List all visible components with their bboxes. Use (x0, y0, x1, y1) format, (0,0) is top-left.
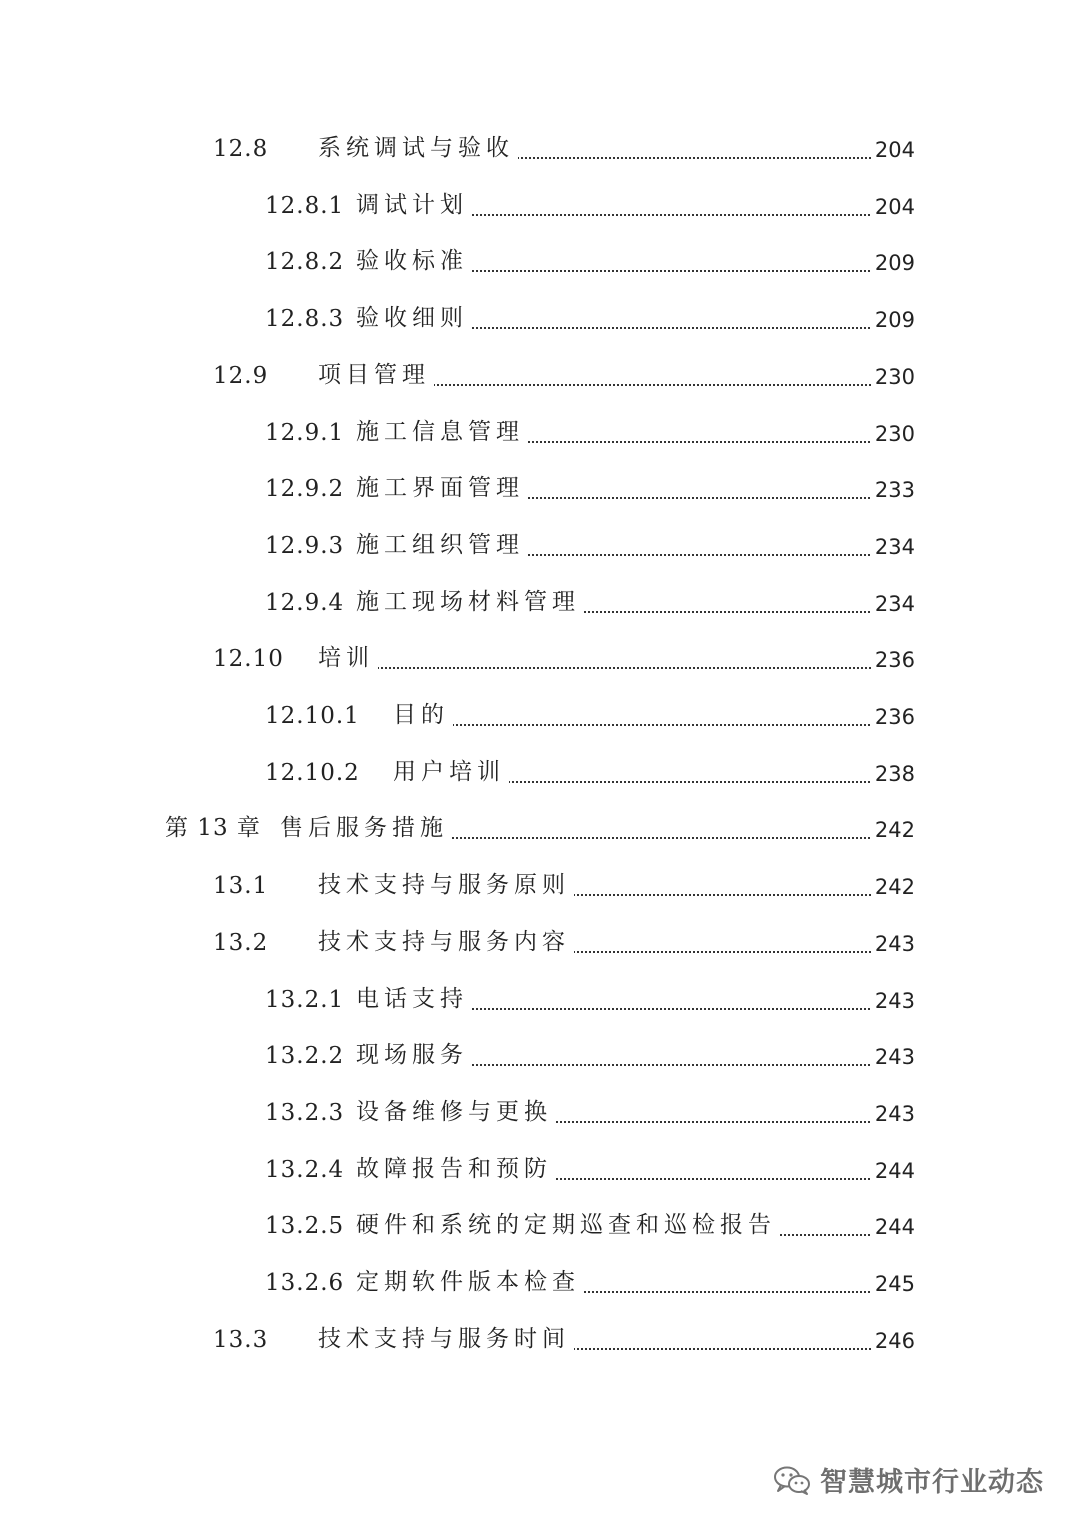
toc-entry-page-number: 230 (871, 365, 915, 389)
toc-entry[interactable] (0, 525, 1080, 565)
toc-entry[interactable] (0, 865, 1080, 905)
toc-entry[interactable] (0, 1205, 1080, 1245)
toc-entry[interactable] (0, 1262, 1080, 1302)
toc-entry-title: 培训 (318, 639, 378, 672)
toc-entry-number: 12.8.3 (265, 306, 345, 333)
toc-entry-title: 施工界面管理 (356, 469, 528, 502)
toc-entry-title: 施工信息管理 (356, 413, 528, 446)
toc-entry[interactable] (0, 468, 1080, 508)
toc-entry-page-number: 242 (871, 818, 915, 842)
toc-entry-number: 12.10.2 (265, 759, 360, 786)
toc-entry[interactable] (0, 185, 1080, 225)
toc-entry-page-number: 246 (871, 1329, 915, 1353)
toc-entry[interactable] (0, 922, 1080, 962)
toc-entry-page-number: 233 (871, 478, 915, 502)
toc-entry-title: 系统调试与验收 (318, 129, 518, 162)
toc-entry-title: 硬件和系统的定期巡查和巡检报告 (356, 1206, 780, 1239)
toc-entry-page-number: 245 (871, 1272, 915, 1296)
wechat-icon (772, 1465, 812, 1495)
toc-entry-title: 技术支持与服务内容 (318, 923, 574, 956)
toc-entry-page-number: 243 (871, 1102, 915, 1126)
toc-entry[interactable] (0, 298, 1080, 338)
toc-entry-page-number: 243 (871, 989, 915, 1013)
toc-entry[interactable] (0, 638, 1080, 678)
toc-entry-title: 定期软件版本检查 (356, 1263, 584, 1296)
toc-entry-number: 13.1 (213, 873, 269, 900)
toc-entry[interactable] (0, 355, 1080, 395)
toc-entry-title: 售后服务措施 (280, 809, 452, 842)
toc-entry-number: 13.3 (213, 1326, 269, 1353)
toc-entry-page-number: 238 (871, 762, 915, 786)
toc-entry[interactable] (0, 582, 1080, 622)
toc-entry-number: 12.9.4 (265, 589, 345, 616)
toc-entry-number: 13.2.5 (265, 1213, 345, 1240)
toc-entry-number: 13.2.6 (265, 1270, 345, 1296)
toc-entry-title: 现场服务 (356, 1036, 472, 1069)
toc-entry[interactable] (0, 128, 1080, 168)
toc-entry[interactable] (0, 1035, 1080, 1075)
toc-entry[interactable] (0, 808, 1080, 848)
toc-entry-title: 施工现场材料管理 (356, 583, 584, 616)
toc-entry[interactable] (0, 695, 1080, 735)
toc-leader-dots (393, 724, 874, 726)
toc-entry-number: 12.10 (213, 646, 284, 673)
toc-entry-page-number: 204 (871, 138, 915, 162)
toc-entry-page-number: 244 (871, 1159, 915, 1183)
watermark-text: 智慧城市行业动态 (820, 1467, 1044, 1498)
toc-entry[interactable] (0, 412, 1080, 452)
toc-entry-title: 故障报告和预防 (356, 1150, 556, 1183)
toc-entry-number: 12.8 (213, 136, 269, 162)
toc-entry-page-number: 243 (871, 932, 915, 956)
toc-entry[interactable] (0, 1319, 1080, 1359)
toc-entry-title: 验收细则 (356, 299, 472, 332)
toc-entry-page-number: 230 (871, 422, 915, 446)
toc-entry-number: 13.2.1 (265, 986, 345, 1013)
toc-leader-dots (318, 667, 874, 669)
toc-entry-title: 电话支持 (356, 980, 472, 1013)
toc-entry-title: 技术支持与服务原则 (318, 866, 574, 899)
toc-entry-number: 12.9 (213, 362, 269, 389)
toc-entry[interactable] (0, 241, 1080, 281)
toc-entry-title: 用户培训 (393, 753, 509, 786)
toc-entry-title: 目的 (393, 696, 453, 729)
toc-entry-page-number: 236 (871, 648, 915, 672)
toc-entry-number: 12.10.1 (265, 703, 360, 729)
toc-entry[interactable] (0, 752, 1080, 792)
toc-entry-title: 设备维修与更换 (356, 1093, 556, 1126)
toc-entry-page-number: 244 (871, 1215, 915, 1239)
toc-entry-page-number: 234 (871, 535, 915, 559)
toc-entry-number: 第 13 章 (165, 815, 261, 842)
toc-entry-number: 12.9.3 (265, 532, 345, 559)
toc-entry-number: 13.2.2 (265, 1043, 345, 1070)
toc-entry-title: 技术支持与服务时间 (318, 1320, 574, 1353)
toc-entry[interactable] (0, 979, 1080, 1019)
toc-entry-title: 调试计划 (356, 186, 472, 219)
toc-entry-page-number: 234 (871, 592, 915, 616)
toc-entry-number: 12.8.2 (265, 249, 345, 276)
toc-entry-title: 验收标准 (356, 242, 472, 275)
toc-entry-page-number: 236 (871, 705, 915, 729)
toc-entry-page-number: 209 (871, 251, 915, 275)
toc-entry[interactable] (0, 1092, 1080, 1132)
toc-entry-number: 13.2.3 (265, 1099, 345, 1126)
toc-entry-title: 项目管理 (318, 356, 434, 389)
toc-entry-page-number: 204 (871, 195, 915, 219)
watermark (772, 1460, 1044, 1499)
toc-entry-title: 施工组织管理 (356, 526, 528, 559)
toc-entry-page-number: 209 (871, 308, 915, 332)
toc-entry-page-number: 243 (871, 1045, 915, 1069)
toc-entry-number: 12.8.1 (265, 192, 345, 219)
toc-entry-page-number: 242 (871, 875, 915, 899)
toc-entry-number: 13.2.4 (265, 1156, 345, 1183)
toc-entry-number: 12.9.2 (265, 476, 345, 503)
toc-entry-number: 13.2 (213, 929, 269, 956)
toc-entry[interactable] (0, 1149, 1080, 1189)
toc-entry-number: 12.9.1 (265, 419, 345, 446)
